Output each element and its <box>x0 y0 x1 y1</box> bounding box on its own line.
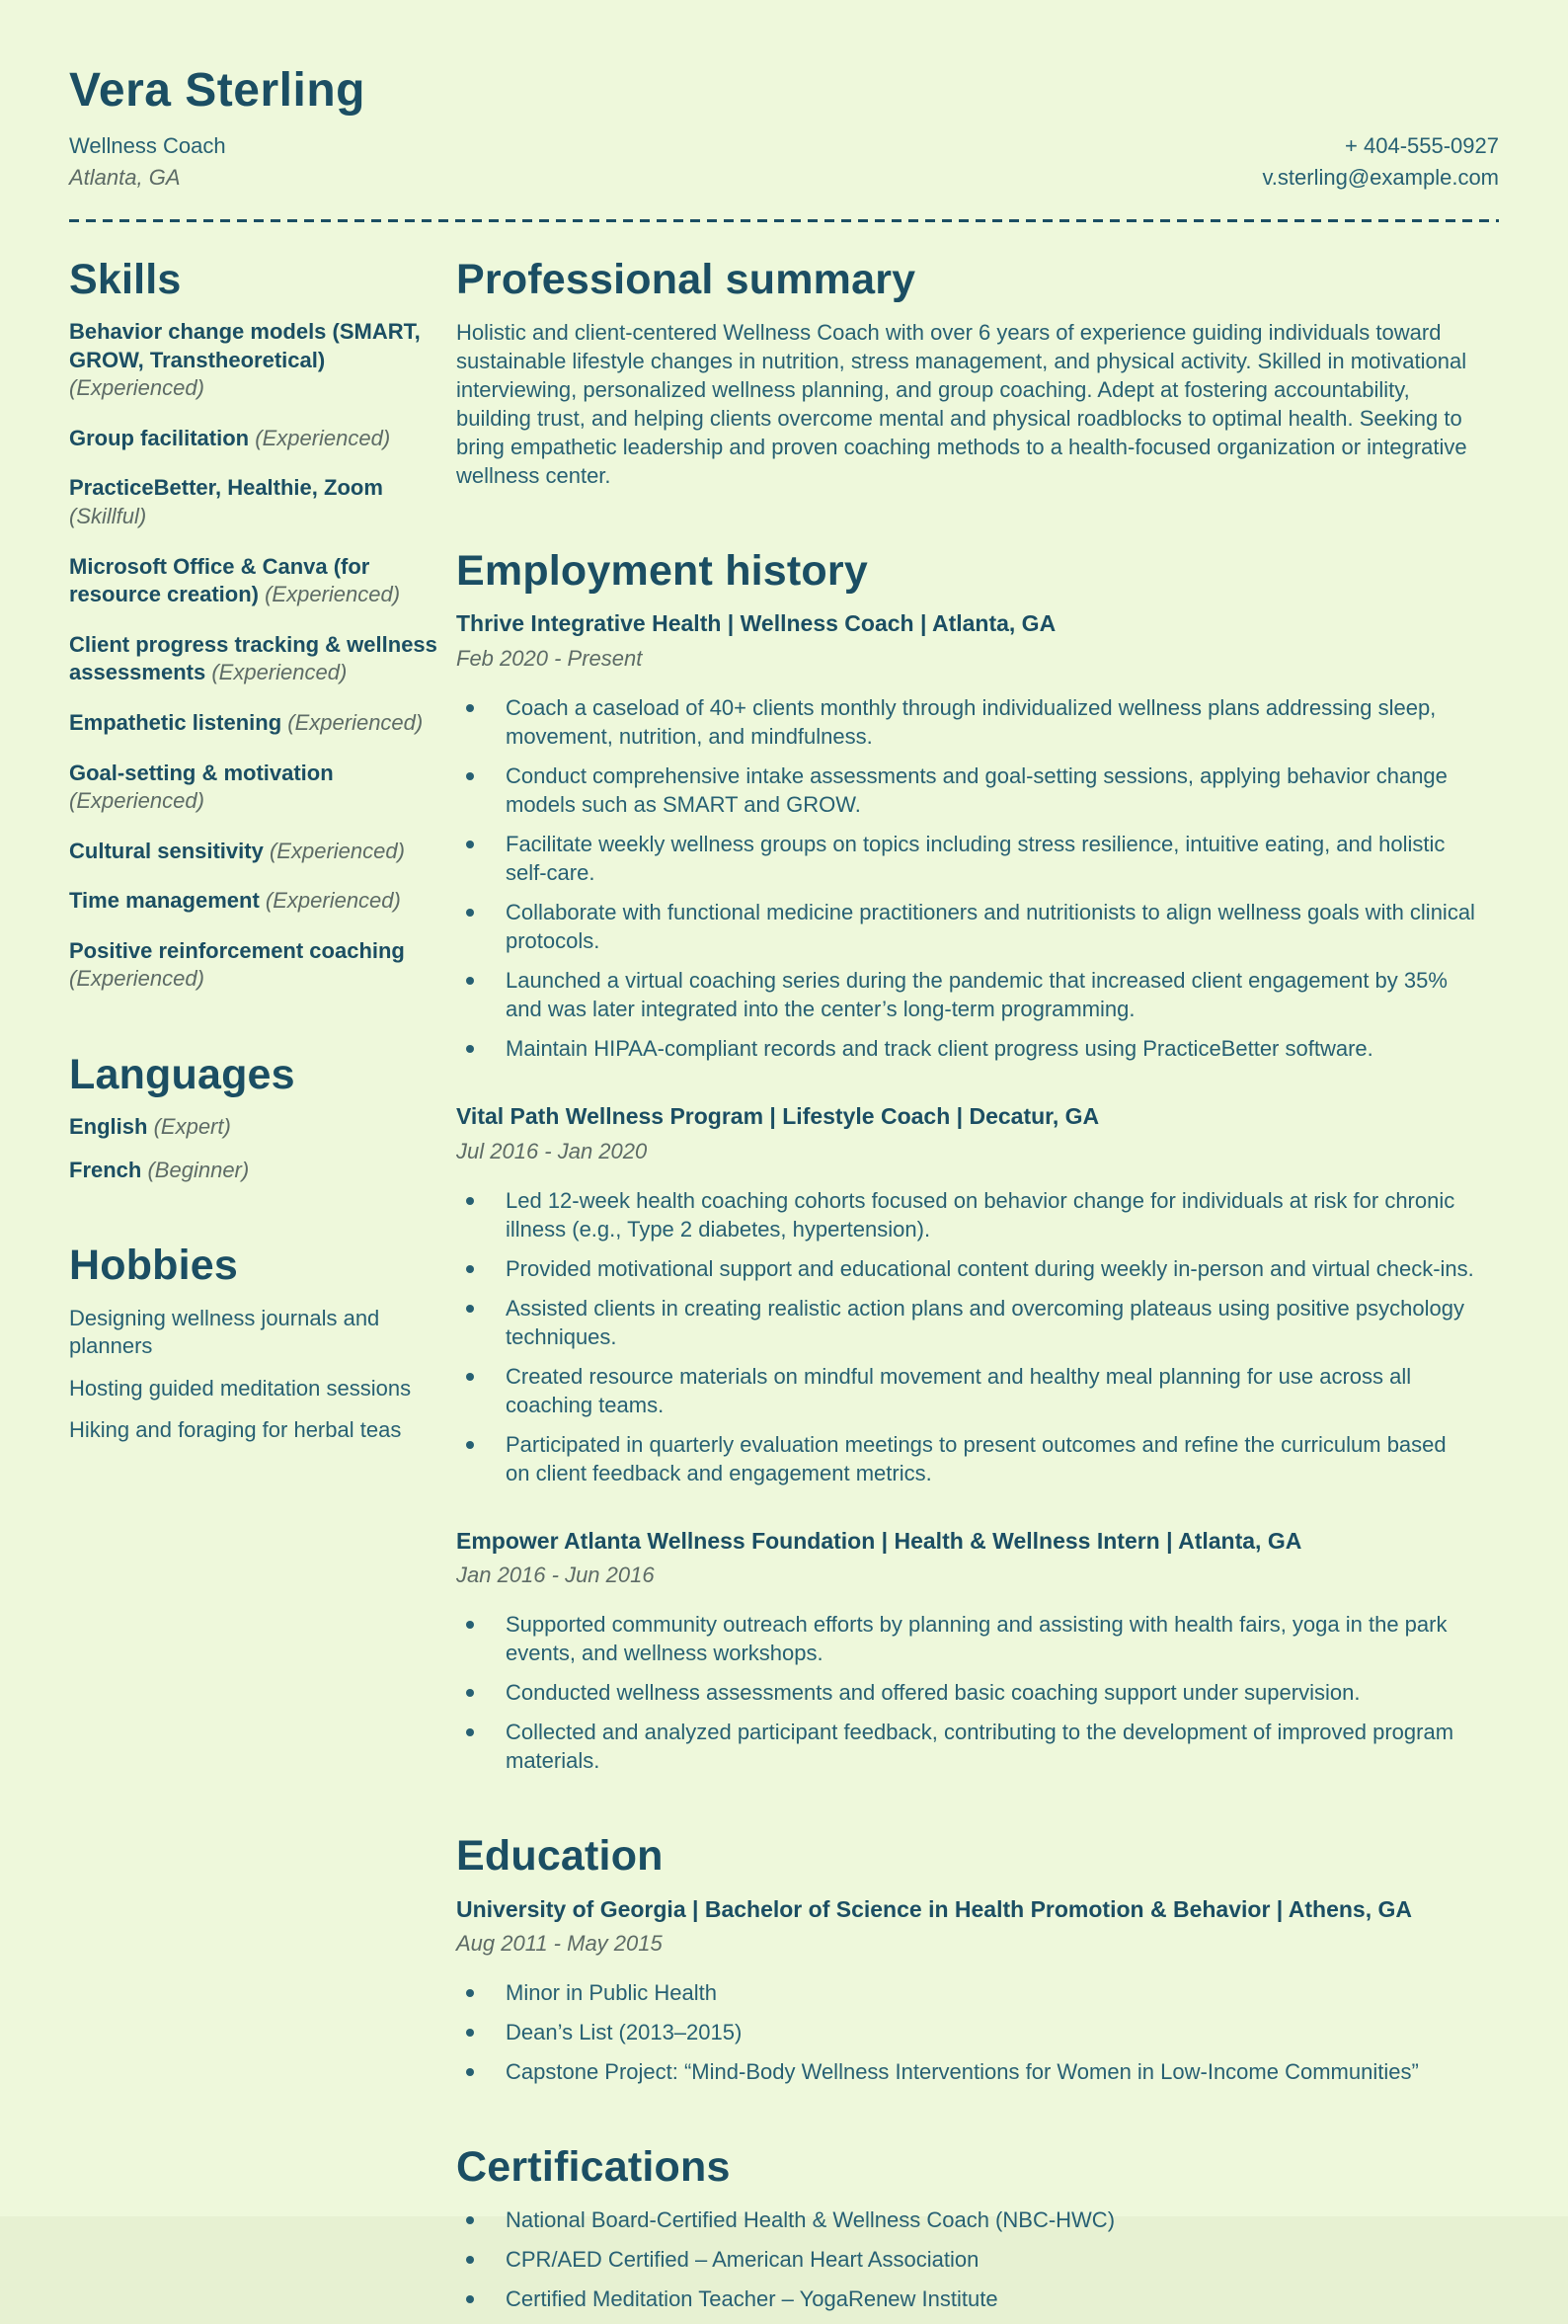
job-bullet: Assisted clients in creating realistic action plans and overcoming plateaus using positive psychology techniques. <box>456 1294 1475 1351</box>
skill-level: (Experienced) <box>269 838 405 863</box>
skill-item <box>69 937 438 994</box>
certification-bullet: CPR/AED Certified – American Heart Association <box>456 2245 1475 2274</box>
content-columns <box>69 222 1499 2324</box>
skill-item <box>69 838 438 866</box>
skill-level: (Experienced) <box>69 788 204 814</box>
skill-level: (Experienced) <box>255 425 391 450</box>
job-bullet: Conduct comprehensive intake assessments and goal-setting sessions, applying behavior change models such as SMART and GROW. <box>456 761 1475 819</box>
skill-item <box>69 553 438 609</box>
skill-level: (Experienced) <box>265 582 401 607</box>
person-name: Vera Sterling <box>69 64 365 117</box>
person-job-title: Wellness Coach <box>69 132 226 158</box>
skill-name: Empathetic listening <box>69 709 282 735</box>
certifications-section <box>456 2143 1475 2313</box>
skills-list <box>69 318 438 994</box>
summary-heading: Professional summary <box>456 255 916 303</box>
job-bullet: Collaborate with functional medicine practitioners and nutritionists to align wellness goals with clinical protocols. <box>456 898 1475 955</box>
education-section <box>456 1832 1475 2086</box>
job-bullet-list <box>456 1186 1475 1487</box>
location: Atlanta, GA <box>69 164 181 190</box>
education-heading: Education <box>456 1832 664 1881</box>
job-bullet: Collected and analyzed participant feedback, contributing to the development of improved program materials. <box>456 1718 1475 1775</box>
language-item <box>69 1157 438 1185</box>
job-bullet-list <box>456 693 1475 1063</box>
job-bullet: Created resource materials on mindful movement and healthy meal planning for use across all coaching teams. <box>456 1362 1475 1419</box>
education-title: University of Georgia | Bachelor of Science in Health Promotion & Behavior | Athens, GA <box>456 1895 1412 1922</box>
skill-name: Behavior change models (SMART, GROW, Transtheoretical) <box>69 318 421 372</box>
job-title: Vital Path Wellness Program | Lifestyle Coach | Decatur, GA <box>456 1102 1100 1129</box>
skill-name: Positive reinforcement coaching <box>69 937 405 963</box>
skill-item <box>69 318 438 403</box>
summary-section <box>456 256 1475 490</box>
education-bullet: Minor in Public Health <box>456 1978 1475 2007</box>
certifications-list <box>456 2205 1475 2313</box>
summary-paragraph: Holistic and client-centered Wellness Coach with over 6 years of experience guiding individuals toward sustainable lifestyle changes in nutrition, stress management, and physical activity. Skilled in motivational interviewing, personalized wellness planning, and group coaching. Adept at fostering accountability, building trust, and helping clients overcome mental and physical roadblocks to optimal health. Seeking to bring empathetic leadership and proven coaching methods to a health-focused organization or integrative wellness center. <box>456 319 1467 488</box>
main-column <box>456 256 1499 2324</box>
language-item <box>69 1113 438 1142</box>
sidebar <box>69 256 438 2324</box>
skills-section <box>69 256 438 994</box>
header <box>69 65 1499 222</box>
skill-item <box>69 425 438 453</box>
job-bullet: Conducted wellness assessments and offered basic coaching support under supervision. <box>456 1678 1475 1707</box>
job-title: Thrive Integrative Health | Wellness Coach | Atlanta, GA <box>456 610 1057 637</box>
skill-name: Goal-setting & motivation <box>69 760 334 785</box>
certification-bullet: National Board-Certified Health & Wellness Coach (NBC-HWC) <box>456 2205 1475 2234</box>
language-name: French <box>69 1157 142 1182</box>
header-row-1 <box>69 130 1499 162</box>
certification-bullet: Certified Meditation Teacher – YogaRenew Institute <box>456 2284 1475 2313</box>
job-bullet: Provided motivational support and educational content during weekly in-person and virtual check-ins. <box>456 1254 1475 1283</box>
skill-name: Microsoft Office & Canva (for resource creation) <box>69 553 370 607</box>
language-level: (Expert) <box>153 1114 231 1140</box>
hobbies-heading: Hobbies <box>69 1242 239 1290</box>
skill-level: (Skillful) <box>69 503 147 528</box>
language-name: English <box>69 1114 148 1140</box>
email-address: v.sterling@example.com <box>1262 164 1499 190</box>
skill-name: Time management <box>69 888 260 914</box>
job-bullet: Participated in quarterly evaluation meetings to present outcomes and refine the curriculum based on client feedback and engagement metrics. <box>456 1430 1475 1487</box>
skill-item <box>69 760 438 816</box>
hobby-item: Hosting guided meditation sessions <box>69 1375 412 1401</box>
languages-section <box>69 1051 438 1184</box>
education-dates: Aug 2011 - May 2015 <box>456 1931 663 1957</box>
job-bullet: Supported community outreach efforts by planning and assisting with health fairs, yoga in the park events, and wellness workshops. <box>456 1610 1475 1667</box>
employment-section <box>456 547 1475 1775</box>
hobby-item: Hiking and foraging for herbal teas <box>69 1417 402 1443</box>
education-bullet: Dean’s List (2013–2015) <box>456 2018 1475 2046</box>
header-row-2 <box>69 162 1499 194</box>
skills-heading: Skills <box>69 255 182 303</box>
skill-item <box>69 474 438 530</box>
job-bullet: Coach a caseload of 40+ clients monthly through individualized wellness plans addressing sleep, movement, nutrition, and mindfulness. <box>456 693 1475 751</box>
job-bullet: Launched a virtual coaching series during the pandemic that increased client engagement by 35% and was later integrated into the center’s long-term programming. <box>456 966 1475 1023</box>
skill-name: Group facilitation <box>69 425 250 450</box>
job-entry <box>456 1102 1475 1487</box>
hobbies-section <box>69 1242 438 1445</box>
hobby-item: Designing wellness journals and planners <box>69 1305 380 1359</box>
phone-number: + 404-555-0927 <box>1345 132 1499 158</box>
skill-item <box>69 631 438 687</box>
skill-level: (Experienced) <box>211 660 348 685</box>
employment-heading: Employment history <box>456 546 868 595</box>
certifications-heading: Certifications <box>456 2143 731 2192</box>
skill-level: (Experienced) <box>69 966 204 992</box>
job-bullet: Led 12-week health coaching cohorts focused on behavior change for individuals at risk for chronic illness (e.g., Type 2 diabetes, hypertension). <box>456 1186 1475 1243</box>
job-entry <box>456 1527 1475 1776</box>
job-bullet-list <box>456 1610 1475 1775</box>
skill-item <box>69 709 438 738</box>
job-dates: Feb 2020 - Present <box>456 645 643 671</box>
job-entry <box>456 609 1475 1063</box>
job-title: Empower Atlanta Wellness Foundation | Health & Wellness Intern | Atlanta, GA <box>456 1527 1302 1554</box>
education-bullet: Capstone Project: “Mind-Body Wellness Interventions for Women in Low-Income Communities” <box>456 2057 1475 2086</box>
skill-item <box>69 887 438 916</box>
languages-heading: Languages <box>69 1051 295 1099</box>
skill-level: (Experienced) <box>287 709 424 735</box>
education-bullet-list <box>456 1978 1475 2086</box>
language-level: (Beginner) <box>147 1157 250 1182</box>
job-bullet: Maintain HIPAA-compliant records and track client progress using PracticeBetter software. <box>456 1034 1475 1063</box>
skill-name: PracticeBetter, Healthie, Zoom <box>69 475 383 501</box>
skill-name: Cultural sensitivity <box>69 838 264 863</box>
job-dates: Jan 2016 - Jun 2016 <box>456 1563 655 1588</box>
job-dates: Jul 2016 - Jan 2020 <box>456 1138 648 1163</box>
skill-level: (Experienced) <box>69 375 204 401</box>
skill-name: Client progress tracking & wellness assessments <box>69 631 437 685</box>
skill-level: (Experienced) <box>265 888 401 914</box>
job-bullet: Facilitate weekly wellness groups on topics including stress resilience, intuitive eating, and holistic self-care. <box>456 830 1475 887</box>
education-entry <box>456 1895 1475 2087</box>
hobbies-list <box>69 1305 438 1445</box>
languages-list <box>69 1113 438 1184</box>
